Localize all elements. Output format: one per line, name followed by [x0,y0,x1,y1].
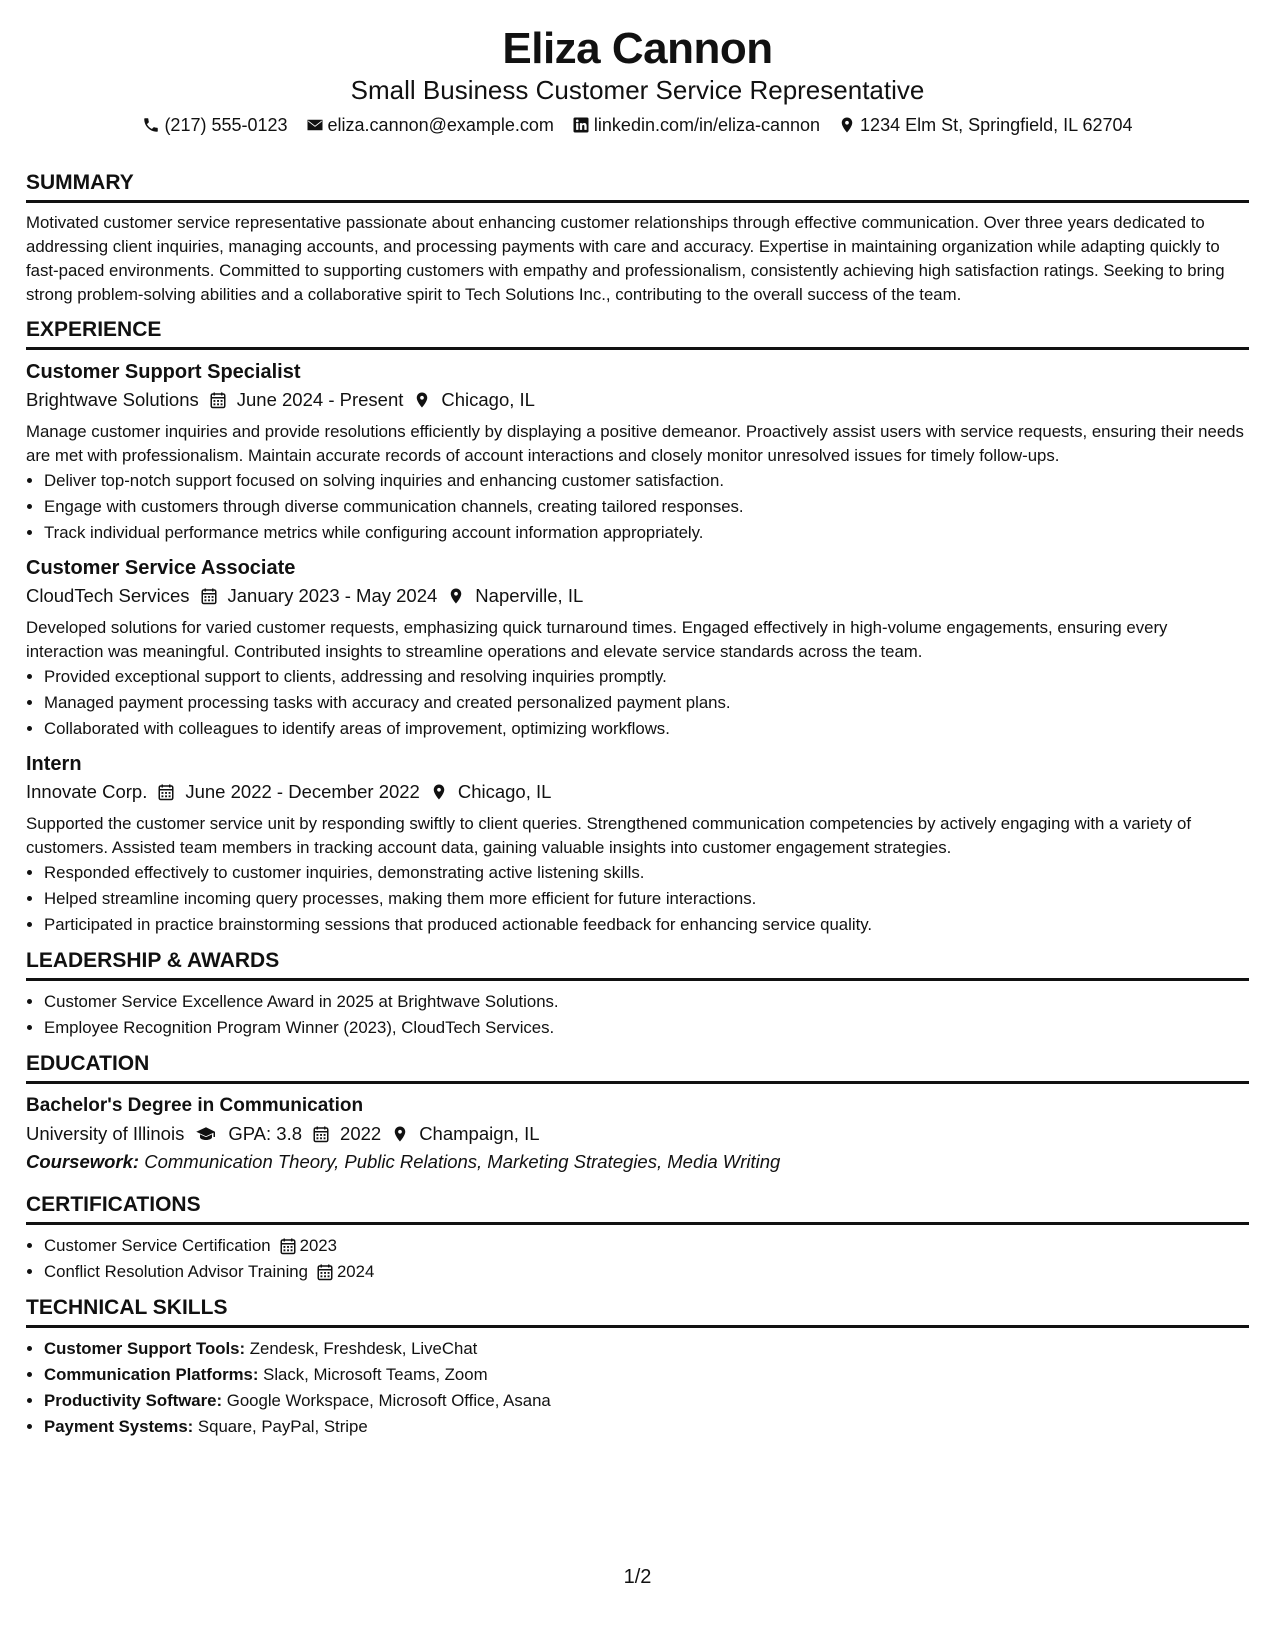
education-year: 2022 [340,1123,382,1144]
candidate-title: Small Business Customer Service Representative [350,75,925,105]
job-entry [26,750,1249,938]
calendar-icon [312,1125,330,1143]
job-dates: June 2022 - December 2022 [185,781,420,802]
list-item [44,1388,1249,1414]
job-company: Innovate Corp. [26,781,148,802]
skill-values: Slack, Microsoft Teams, Zoom [263,1365,488,1384]
job-location: Chicago, IL [441,389,535,410]
education-gpa: GPA: 3.8 [228,1123,303,1144]
school-name: University of Illinois [26,1123,185,1144]
list-item: • Provided exceptional support to clients, addressing and resolving inquiries promptly. [44,664,1249,690]
skill-category: Payment Systems: [44,1417,194,1436]
list-item: • Helped streamline incoming query processes, making them more efficient for future interactions. [44,886,1249,912]
list-item: • Participated in practice brainstorming sessions that produced actionable feedback for enhancing service quality. [44,912,1249,938]
job-location: Chicago, IL [457,781,552,802]
contact-email[interactable] [306,112,554,138]
skills-section [26,1295,1249,1440]
list-item [44,1259,1249,1285]
job-dates: June 2024 - Present [236,389,404,410]
job-location: Naperville, IL [475,585,584,606]
list-item: • Managed payment processing tasks with accuracy and created personalized payment plans. [44,690,1249,716]
skill-category: Customer Support Tools: [44,1339,246,1358]
education-location: Champaign, IL [419,1123,540,1144]
contact-address-text: 1234 Elm St, Springfield, IL 62704 [860,115,1133,135]
certifications-section [26,1192,1249,1285]
resume-header [0,0,1275,138]
graduation-cap-icon [194,1125,218,1143]
contact-phone [142,112,287,138]
section-heading-summary: SUMMARY [26,170,1249,203]
leadership-section [26,948,1249,1041]
job-bullets [26,468,1249,546]
contact-line [0,112,1275,138]
section-heading-certifications: CERTIFICATIONS [26,1192,1249,1225]
job-description: Developed solutions for varied customer requests, emphasizing quick turnaround times. Engaged effectively in high-volume engagements, ensuring every interaction was meaningful. Contributed insights to streamline operations and elevate service standards across the team. [26,618,1168,661]
certification-year: 2024 [336,1262,375,1281]
degree-title: Bachelor's Degree in Communication [26,1095,364,1116]
certification-name: • Conflict Resolution Advisor Training [44,1262,308,1281]
contact-phone-text: (217) 555-0123 [164,115,288,135]
skills-list [26,1336,1249,1440]
certification-year: 2023 [299,1236,337,1255]
job-description: Manage customer inquiries and provide resolutions efficiently by displaying a positive demeanor. Proactively assist users with service requests, ensuring their needs are met with professionalism. Maintain accurate records of account interactions and closely monitor unresolved issues for timely follow-ups. [26,422,1244,465]
skill-category: Productivity Software: [44,1391,223,1410]
phone-icon [142,116,160,134]
job-entry [26,554,1249,742]
coursework-text: Communication Theory, Public Relations, Marketing Strategies, Media Writing [144,1151,781,1172]
experience-section [26,317,1249,938]
resume-content [26,170,1249,1450]
job-meta [26,582,1249,610]
calendar-icon [316,1263,334,1281]
job-meta [26,386,1249,414]
section-heading-skills: TECHNICAL SKILLS [26,1295,1249,1328]
list-item [44,1362,1249,1388]
contact-address [838,112,1133,138]
certification-name: • Customer Service Certification [44,1236,271,1255]
job-title: Intern [26,753,82,775]
leadership-list [26,989,1249,1041]
candidate-name: Eliza Cannon [502,24,773,73]
job-title: Customer Service Associate [26,557,296,579]
list-item [44,1336,1249,1362]
job-meta [26,778,1249,806]
section-heading-leadership: LEADERSHIP & AWARDS [26,948,1249,981]
job-bullets [26,860,1249,938]
education-section [26,1051,1249,1176]
job-description: Supported the customer service unit by responding swiftly to client queries. Strengthened communication competencies by actively engaging with a variety of customers. Assisted team members in tracking account data, gaining valuable insights into customer engagement strategies. [26,814,1192,857]
list-item: • Collaborated with colleagues to identify areas of improvement, optimizing workflows. [44,716,1249,742]
list-item: • Responded effectively to customer inquiries, demonstrating active listening skills. [44,860,1249,886]
list-item [44,1233,1249,1259]
coursework-line [26,1148,1249,1176]
calendar-icon [209,391,227,409]
contact-email-text[interactable]: eliza.cannon@example.com [327,115,554,135]
coursework-label: Coursework: [26,1151,140,1172]
job-bullets [26,664,1249,742]
list-item: • Customer Service Excellence Award in 2025 at Brightwave Solutions. [44,989,1249,1015]
map-pin-icon [391,1125,409,1143]
list-item: • Employee Recognition Program Winner (2023), CloudTech Services. [44,1015,1249,1041]
linkedin-icon [572,116,590,134]
skill-values: Square, PayPal, Stripe [197,1417,368,1436]
map-pin-icon [430,783,448,801]
section-heading-education: EDUCATION [26,1051,1249,1084]
section-heading-experience: EXPERIENCE [26,317,1249,350]
envelope-icon [306,116,324,134]
map-pin-icon [413,391,431,409]
list-item [44,1414,1249,1440]
job-title: Customer Support Specialist [26,361,301,383]
list-item: • Deliver top-notch support focused on solving inquiries and enhancing customer satisfaction. [44,468,1249,494]
map-pin-icon [447,587,465,605]
contact-linkedin[interactable] [572,112,820,138]
job-company: CloudTech Services [26,585,190,606]
calendar-icon [157,783,175,801]
job-entry [26,358,1249,546]
map-pin-icon [838,116,856,134]
list-item: • Engage with customers through diverse communication channels, creating tailored responses. [44,494,1249,520]
summary-section [26,170,1249,307]
calendar-icon [279,1237,297,1255]
summary-text: Motivated customer service representative passionate about enhancing customer relationships through effective communication. Over three years dedicated to addressing client inquiries, managing accounts, and processing payments with care and accuracy. Expertise in maintaining organization while adapting quickly to fast-paced environments. Committed to supporting customers with empathy and professionalism, consistently achieving high satisfaction ratings. Seeking to bring strong problem-solving abilities and a collaborative spirit to Tech Solutions Inc., contributing to the overall success of the team. [26,213,1225,304]
job-company: Brightwave Solutions [26,389,199,410]
skill-values: Google Workspace, Microsoft Office, Asana [226,1391,551,1410]
list-item: • Track individual performance metrics while configuring account information appropriately. [44,520,1249,546]
certifications-list [26,1233,1249,1285]
skill-values: Zendesk, Freshdesk, LiveChat [249,1339,478,1358]
contact-linkedin-text[interactable]: linkedin.com/in/eliza-cannon [593,115,821,135]
page-number: 1/2 [623,1566,652,1588]
education-meta [26,1120,1249,1148]
job-dates: January 2023 - May 2024 [227,585,438,606]
skill-category: Communication Platforms: [44,1365,259,1384]
calendar-icon [200,587,218,605]
